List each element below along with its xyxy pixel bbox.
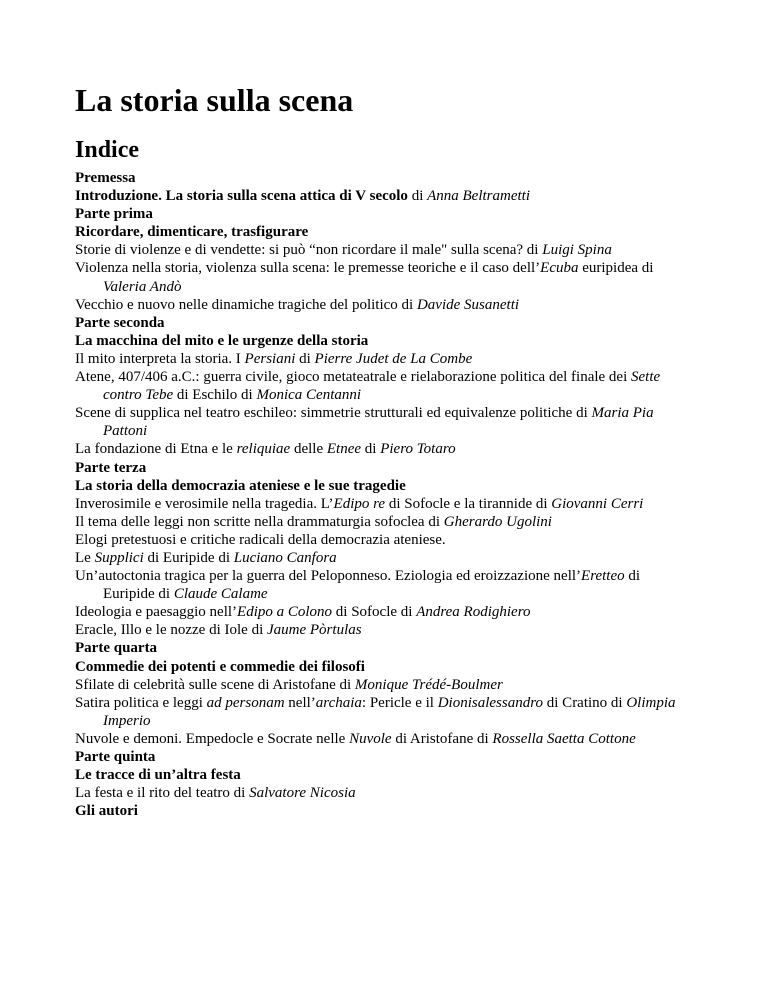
toc-text: nell’ [284,694,316,711]
toc-italic-text: Sette contro Tebe [103,369,661,404]
toc-italic-text: Gherardo Ugolini [443,513,552,530]
toc-section-heading [75,766,695,784]
toc-text: La storia della democrazia ateniese e le sue tragedie [75,477,406,494]
toc-text: di Euripide di [143,549,234,566]
toc-text: di Aristofane di [391,730,493,747]
toc-entry [75,549,695,567]
toc-section-heading [75,205,695,223]
toc-text: Ideologia e paesaggio nell’ [75,604,238,621]
toc-text: Satira politica e leggi [75,694,207,711]
document-title: La storia sulla scena [75,82,354,118]
toc-text: Parte seconda [75,314,165,331]
toc-italic-text: Nuvole [349,730,392,747]
toc-text: Parte quarta [75,640,158,657]
toc-section-heading [75,658,695,676]
toc-italic-text: Jaume Pòrtulas [267,622,362,639]
toc-italic-text: Etnee [326,441,362,458]
toc-text: Inverosimile e verosimile nella tragedia. L’ [75,495,334,512]
toc-entry [75,784,695,802]
toc-section-heading [75,223,695,241]
toc-text: Premessa [75,170,136,186]
table-of-contents [75,169,695,820]
toc-text: di [295,350,315,367]
toc-entry [75,603,695,621]
toc-section-heading [75,169,695,187]
toc-italic-text: Olimpia Imperio [103,694,676,729]
toc-text: Ricordare, dimenticare, trasfigurare [75,224,309,241]
toc-text: : Pericle e il [361,694,438,711]
toc-section-heading [75,314,695,332]
toc-entry [75,513,695,531]
toc-text: di Euripide di [103,568,641,603]
toc-text: delle [290,441,327,458]
toc-entry [75,259,695,295]
toc-entry [75,694,695,730]
toc-italic-text: Claude Calame [173,586,268,603]
toc-text: di Sofocle di [332,604,417,621]
toc-text: Parte quinta [75,749,156,765]
toc-entry [75,730,695,748]
toc-text: Il mito interpreta la storia. I [75,350,245,367]
toc-italic-text: Monica Centanni [256,387,362,404]
toc-text: La macchina del mito e le urgenze della storia [75,332,369,349]
toc-italic-text: reliquiae [236,441,291,458]
toc-text: di [361,441,381,458]
toc-entry [75,350,695,368]
toc-text: Le [75,549,95,566]
toc-text: di Sofocle e la tirannide di [385,495,552,512]
toc-italic-text: Supplici [94,549,144,566]
toc-text: Elogi pretestuosi e critiche radicali della democrazia ateniese. [75,531,446,548]
toc-italic-text: Monique Trédé-Boulmer [354,676,503,693]
toc-section-heading [75,459,695,477]
toc-entry [75,368,695,404]
toc-italic-text: Anna Beltrametti [427,188,531,205]
toc-section-heading [75,748,695,766]
index-heading: Indice [75,137,140,163]
toc-text: di Cratino di [543,694,627,711]
toc-italic-text: Dionisalessandro [437,694,544,711]
toc-section-heading [75,802,695,820]
toc-italic-text: Luigi Spina [542,242,612,259]
toc-text: Commedie dei potenti e commedie dei filosofi [75,658,365,675]
toc-italic-text: Persiani [244,350,296,367]
toc-italic-text: Eretteo [581,568,625,585]
toc-italic-text: Luciano Canfora [233,549,337,566]
toc-text: euripidea di [578,260,654,277]
toc-text: Vecchio e nuovo nelle dinamiche tragiche del politico di [75,296,417,313]
toc-section-heading [75,477,695,495]
toc-entry [75,296,695,314]
toc-italic-text: Pierre Judet de La Combe [314,350,473,367]
toc-italic-text: Piero Totaro [380,441,456,458]
toc-italic-text: Edipo re [333,495,386,512]
toc-italic-text: Rossella Saetta Cottone [492,730,636,747]
toc-text: Le tracce di un’altra festa [75,767,241,784]
toc-text: Introduzione. La storia sulla scena attica di V secolo [75,188,408,205]
toc-entry [75,187,695,205]
toc-italic-text: Davide Susanetti [416,296,520,313]
toc-italic-text: archaia [315,694,362,711]
toc-text: Il tema delle leggi non scritte nella drammaturgia sofoclea di [75,513,444,530]
toc-text: Un’autoctonia tragica per la guerra del Peloponneso. Eziologia ed eroizzazione nell’ [75,568,582,585]
toc-text: Gli autori [75,803,138,820]
toc-text: di Eschilo di [173,387,257,404]
toc-text: La fondazione di Etna e le [75,441,237,458]
toc-entry [75,495,695,513]
toc-italic-text: Andrea Rodighiero [416,604,531,621]
toc-text: Nuvole e demoni. Empedocle e Socrate nelle [75,730,350,747]
toc-text: Violenza nella storia, violenza sulla scena: le premesse teoriche e il caso dell’ [75,260,541,277]
toc-section-heading [75,332,695,350]
toc-italic-text: Giovanni Cerri [551,495,644,512]
toc-entry [75,241,695,259]
toc-text: Eracle, Illo e le nozze di Iole di [75,622,267,639]
toc-entry [75,404,695,440]
toc-section-heading [75,639,695,657]
toc-entry [75,621,695,639]
toc-text: La festa e il rito del teatro di [75,785,250,802]
toc-italic-text: Salvatore Nicosia [249,785,356,802]
toc-entry [75,567,695,603]
toc-entry [75,531,695,549]
toc-text: Sfilate di celebrità sulle scene di Aristofane di [75,676,355,693]
toc-italic-text: Valeria Andò [103,278,182,295]
toc-italic-text: Ecuba [540,260,579,277]
toc-italic-text: ad personam [206,694,285,711]
toc-italic-text: Maria Pia Pattoni [103,405,654,440]
toc-entry [75,440,695,458]
toc-text: di [407,188,428,205]
toc-italic-text: Edipo a Colono [237,604,333,621]
toc-text: Parte terza [75,459,147,476]
toc-entry [75,676,695,694]
toc-text: Parte prima [75,206,153,223]
toc-text: Storie di violenze e di vendette: si può “non ricordare il male" sulla scena? di [75,242,543,259]
toc-text: Atene, 407/406 a.C.: guerra civile, gioco metateatrale e rielaborazione politica del finale dei [75,369,632,386]
toc-text: Scene di supplica nel teatro eschileo: simmetrie strutturali ed equivalenze politiche di [75,405,592,422]
